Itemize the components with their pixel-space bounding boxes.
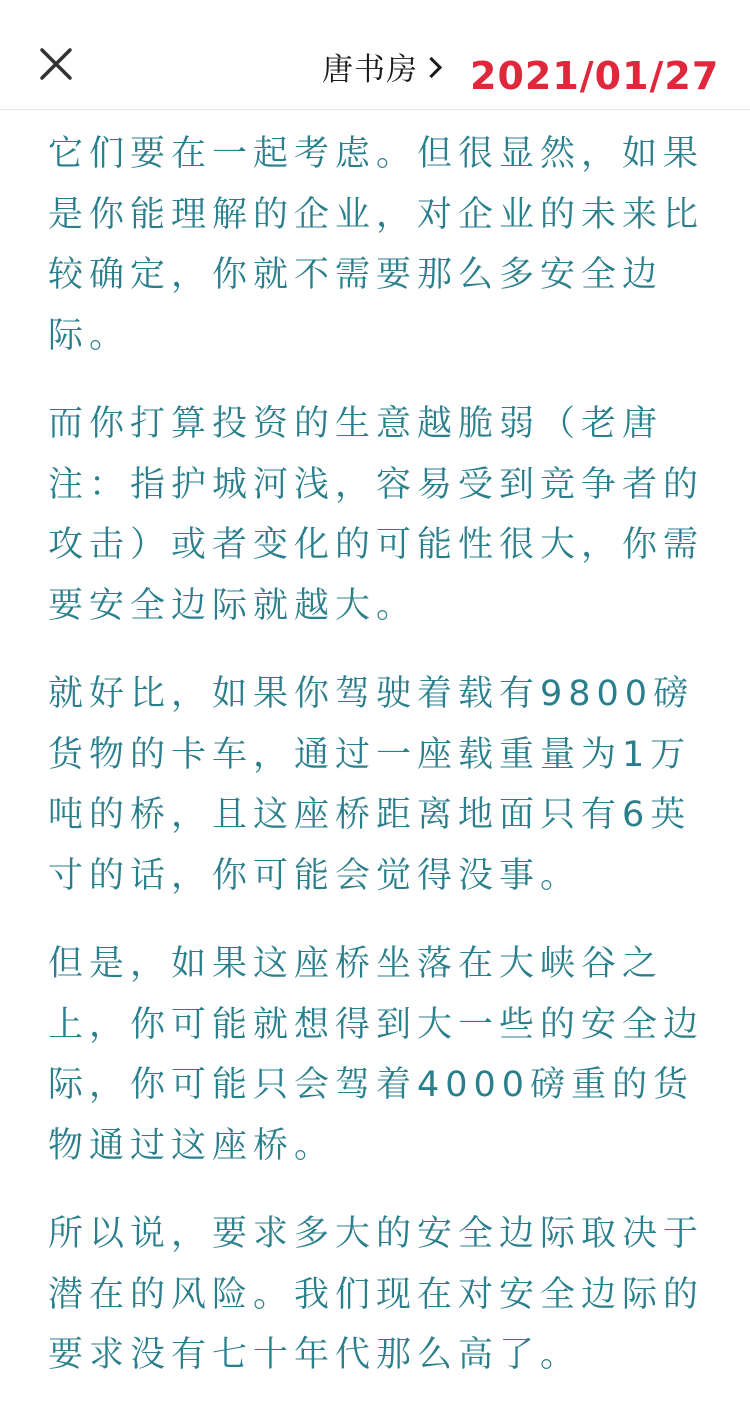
article-paragraph: 所以说，要求多大的安全边际取决于潜在的风险。我们现在对安全边际的要求没有七十年代那么高了。 — [48, 1214, 705, 1375]
date-stamp: 2021/01/27 — [470, 54, 720, 98]
account-title: 唐书房 — [322, 51, 418, 88]
article-paragraph: 它们要在一起考虑。但很显然，如果是你能理解的企业，对企业的未来比较确定，你就不需要那么多安全边际。 — [48, 134, 705, 356]
article-paragraph: 但是，如果这座桥坐落在大峡谷之上，你可能就想得到大一些的安全边际，你可能只会驾着4000磅重的货物通过这座桥。 — [48, 944, 705, 1166]
article-paragraph: 而你打算投资的生意越脆弱（老唐注：指护城河浅，容易受到竞争者的攻击）或者变化的可能性很大，你需要安全边际就越大。 — [48, 404, 705, 626]
account-title-link[interactable] — [322, 44, 439, 88]
top-bar — [0, 0, 750, 110]
chevron-right-icon — [421, 56, 442, 77]
article-paragraph: 就好比，如果你驾驶着载有9800磅货物的卡车，通过一座载重量为1万吨的桥，且这座桥距离地面只有6英寸的话，你可能会觉得没事。 — [48, 674, 695, 896]
article-body — [48, 124, 708, 1414]
close-icon — [36, 44, 76, 84]
close-button[interactable] — [36, 44, 76, 84]
